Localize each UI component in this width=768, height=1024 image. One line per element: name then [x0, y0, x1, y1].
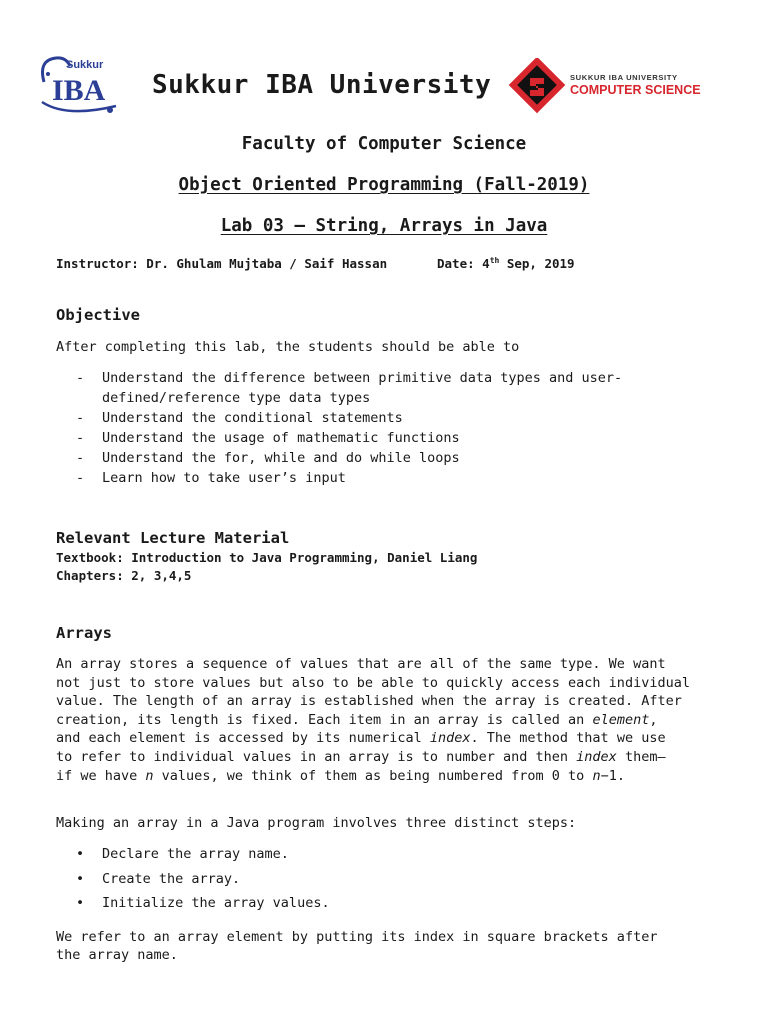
term-element: element	[592, 711, 650, 728]
arrays-paragraph	[56, 655, 716, 785]
course-title-text: Object Oriented Programming (Fall-2019)	[178, 175, 590, 195]
steps-intro: Making an array in a Java program involves three distinct steps:	[56, 815, 577, 831]
paragraph-line	[56, 711, 716, 730]
list-item: • Declare the array name.	[76, 842, 330, 867]
lab-title-text: Lab 03 – String, Arrays in Java	[220, 216, 548, 236]
text-run: to refer to individual values in an array is to number and then	[56, 748, 577, 765]
text-run: and each element is accessed by its numerical	[56, 730, 430, 747]
course-title	[0, 175, 768, 195]
list-item: - Understand the for, while and do while loops	[76, 448, 622, 468]
paragraph-line	[56, 729, 716, 748]
list-item: - Learn how to take user’s input	[76, 468, 622, 488]
chapters-line: Chapters: 2, 3,4,5	[56, 568, 192, 583]
refer-line-1: We refer to an array element by putting its index in square brackets after	[56, 929, 658, 945]
date-prefix: Date: 4	[437, 256, 490, 271]
text-run: ,	[649, 711, 658, 728]
list-item: • Initialize the array values.	[76, 891, 330, 916]
university-title: Sukkur IBA University	[152, 70, 492, 100]
textbook-line: Textbook: Introduction to Java Programming, Daniel Liang	[56, 550, 478, 565]
refer-line-2: the array name.	[56, 947, 178, 963]
svg-text:SUKKUR IBA UNIVERSITY: SUKKUR IBA UNIVERSITY	[570, 73, 678, 82]
paragraph-line	[56, 767, 716, 786]
paragraph-line: not just to store values but also to be able to quickly access each individual	[56, 674, 690, 691]
lecture-heading: Relevant Lecture Material	[56, 529, 290, 547]
paragraph-line: value. The length of an array is established when the array is created. After	[56, 693, 682, 710]
text-run: if we have	[56, 767, 146, 784]
objective-heading: Objective	[56, 306, 140, 324]
text-run: creation, its length is fixed. Each item in an array is called an	[56, 711, 593, 728]
arrays-heading: Arrays	[56, 624, 112, 642]
computer-science-logo	[508, 58, 708, 116]
text-run: values, we think of them as being numbered from 0 to	[153, 767, 593, 784]
text-run: them—	[616, 748, 666, 765]
date-suffix-sup: th	[489, 255, 500, 265]
objective-intro: After completing this lab, the students should be able to	[56, 339, 520, 355]
lab-title	[0, 216, 768, 236]
instructor-line: Instructor: Dr. Ghulam Mujtaba / Saif Hassan	[56, 256, 388, 271]
text-run: −1.	[600, 767, 625, 784]
paragraph-line	[56, 748, 716, 767]
faculty-title: Faculty of Computer Science	[241, 134, 527, 154]
paragraph-line: An array stores a sequence of values that are all of the same type. We want	[56, 656, 666, 672]
list-item: - Understand the difference between primitive data types and user-	[76, 368, 622, 388]
steps-list	[76, 842, 330, 916]
list-item-continuation: defined/reference type data types	[102, 390, 371, 406]
term-n: n	[592, 767, 601, 784]
sukkur-iba-logo	[36, 52, 122, 122]
svg-text:Sukkur: Sukkur	[66, 59, 104, 71]
term-n: n	[145, 767, 154, 784]
text-run: . The method that we use	[470, 730, 666, 747]
date-rest: Sep, 2019	[499, 256, 575, 271]
svg-text:IBA: IBA	[52, 74, 106, 107]
date-line	[437, 256, 575, 271]
objective-list	[76, 368, 622, 488]
list-item: • Create the array.	[76, 867, 330, 892]
term-index: index	[429, 730, 471, 747]
list-item: - Understand the conditional statements	[76, 408, 622, 428]
term-index: index	[576, 748, 617, 765]
list-item: - Understand the usage of mathematic functions	[76, 428, 622, 448]
svg-text:COMPUTER SCIENCE: COMPUTER SCIENCE	[570, 83, 701, 97]
